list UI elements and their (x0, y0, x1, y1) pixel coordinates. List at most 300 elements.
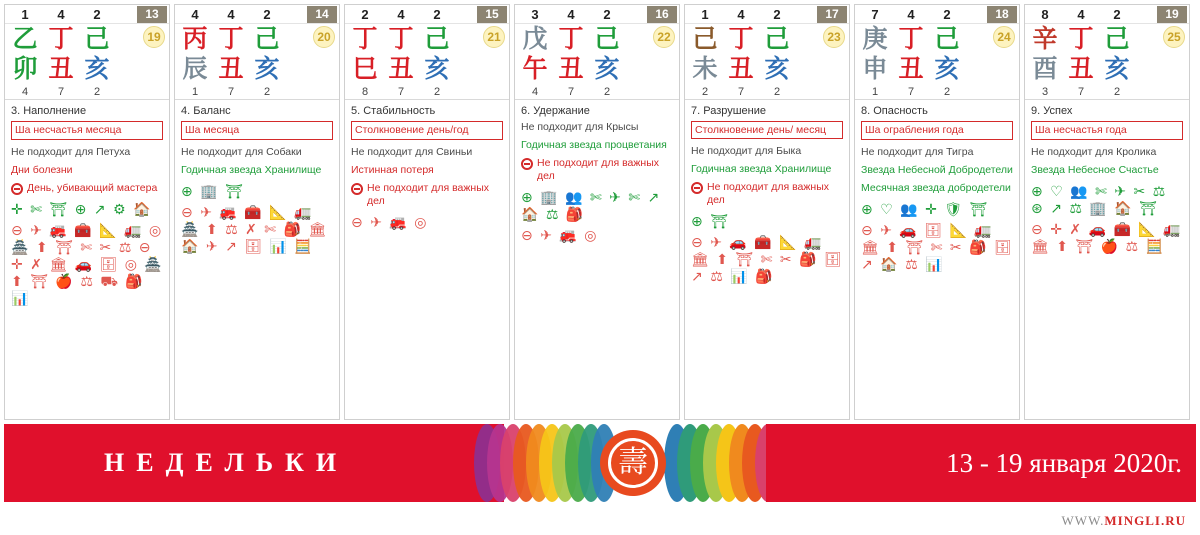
chinese-glyph: 丁 (1068, 24, 1094, 53)
activity-icon: ⊕ (691, 214, 704, 230)
chinese-glyph: 巳 (352, 54, 378, 83)
minus-circle-icon (691, 182, 703, 194)
unsuitable-animal-note: Не подходит для Собаки (181, 146, 302, 158)
auspicious-activity-icons (685, 212, 849, 233)
activity-icon: 🚗 (1088, 222, 1107, 238)
top-number: 4 (191, 6, 199, 22)
chinese-glyph: 亥 (84, 54, 110, 83)
auspicious-activity-icons (1025, 182, 1189, 220)
activity-icon: 🍎 (1100, 239, 1120, 255)
activity-icon: 🧰 (74, 223, 93, 239)
activity-icon: 🏠 (521, 207, 540, 223)
top-number: 1 (701, 6, 709, 22)
day-number-badge: 19 (1157, 6, 1187, 23)
top-number: 2 (773, 6, 781, 22)
activity-icon: ⚖ (1069, 201, 1083, 217)
activity-icon: ✗ (1069, 222, 1083, 238)
activity-icon: ♡ (1050, 184, 1064, 200)
card-bottom-numbers (685, 84, 849, 100)
activity-icon: ⛩ (969, 202, 989, 218)
activity-icon: 📐 (779, 235, 798, 251)
unsuitable-animal-note: Не подходит для Петуха (11, 146, 131, 158)
card-top-numbers (345, 5, 509, 24)
bottom-number: 7 (907, 85, 915, 98)
bottom-number: 7 (397, 85, 405, 98)
activity-icon: 🚛 (294, 205, 313, 221)
chinese-glyph: 丁 (352, 24, 378, 53)
auspicious-activity-icons (175, 182, 339, 203)
unsuitable-animal-note: Не подходит для Свиньи (351, 146, 473, 158)
activity-icon: 📊 (269, 239, 288, 255)
bullet-note (515, 157, 679, 188)
card-bottom-numbers (515, 84, 679, 100)
activity-icon: ✈ (30, 223, 43, 239)
chinese-glyph: 午 (522, 54, 548, 83)
day-number-badge: 14 (307, 6, 337, 23)
chinese-glyph: 亥 (594, 54, 620, 83)
card-title: 4. Баланс (181, 105, 231, 117)
activity-icon: 🧮 (1145, 239, 1164, 255)
activity-icon: ✗ (245, 222, 258, 238)
top-number: 8 (1041, 6, 1049, 22)
activity-icon: ✈ (609, 190, 622, 206)
activity-icon: 🏛 (49, 257, 69, 273)
chinese-glyph: 丑 (48, 54, 74, 83)
sha-warning-box: Ша ограбления года (861, 121, 1013, 140)
chinese-glyph: 己 (934, 24, 960, 53)
auspicious-activity-icons (855, 200, 1019, 221)
activity-icon: ✛ (11, 257, 24, 273)
card-top-numbers (1025, 5, 1189, 24)
inauspicious-activity-icons (515, 226, 679, 247)
activity-icon: 🗄 (993, 240, 1013, 256)
activity-icon: 🧰 (1113, 222, 1132, 238)
lunar-day-circle: 22 (653, 26, 675, 48)
activity-icon: 📊 (730, 269, 749, 285)
minus-circle-icon (351, 183, 363, 195)
chinese-glyph: 丑 (728, 54, 754, 83)
red-warning-note: Истинная потеря (351, 164, 434, 176)
activity-icon: ✈ (205, 239, 219, 255)
bottom-number: 2 (701, 85, 709, 98)
site-footer (1062, 513, 1186, 529)
card-title: 3. Наполнение (11, 105, 87, 117)
unsuitable-animal-note: Не подходит для Тигра (861, 146, 974, 158)
banner-date-range: 13 - 19 января 2020г. (766, 424, 1196, 502)
earthly-branch-row (5, 54, 169, 84)
activity-icon: 🏛 (861, 240, 880, 256)
activity-icon: 🎒 (969, 240, 988, 256)
activity-icon: ⛩ (30, 274, 49, 290)
earthly-branch-row (345, 54, 509, 84)
chinese-glyph: 丁 (388, 24, 414, 53)
chinese-glyph: 己 (254, 24, 280, 53)
chinese-glyph: 亥 (254, 54, 280, 83)
day-card[interactable] (4, 4, 170, 420)
activity-icon: 🏠 (1114, 201, 1133, 217)
lunar-day-circle: 21 (483, 26, 505, 48)
chinese-glyph: 丑 (388, 54, 414, 83)
top-number: 2 (361, 6, 369, 22)
unsuitable-animal-note: Не подходит для Быка (691, 145, 802, 157)
bottom-number: 2 (93, 85, 101, 98)
day-card[interactable] (344, 4, 510, 420)
bottom-number: 2 (943, 85, 951, 98)
chinese-glyph: 辰 (182, 54, 208, 83)
activity-icon: 🎒 (283, 222, 302, 238)
card-top-numbers (685, 5, 849, 24)
activity-icon: 🏠 (181, 239, 200, 255)
activity-icon: ✄ (1095, 184, 1108, 200)
lunar-day-circle: 24 (993, 26, 1015, 48)
bottom-number: 2 (263, 85, 271, 98)
activity-icon: 🏛 (308, 222, 328, 238)
activity-icon: ✛ (925, 202, 938, 218)
activity-icon: ⛩ (710, 214, 729, 230)
activity-icon: ⚖ (545, 207, 560, 223)
activity-icon: ⚖ (1152, 184, 1167, 200)
activity-icon: ✂ (99, 240, 113, 256)
activity-icon: ⊖ (521, 228, 534, 244)
bottom-number: 2 (773, 85, 781, 98)
activity-icon: 🏯 (144, 257, 163, 273)
earthly-branch-row (175, 54, 339, 84)
bottom-number: 7 (737, 85, 745, 98)
activity-icon: 🏯 (11, 240, 30, 256)
activity-icon: ⊖ (11, 223, 24, 239)
unsuitable-animal-note: Не подходит для Кролика (1031, 146, 1157, 158)
activity-icon: ♡ (880, 202, 894, 218)
activity-icon: ⚖ (80, 274, 94, 290)
activity-icon: ⛩ (49, 202, 69, 218)
card-title: 7. Разрушение (691, 105, 767, 117)
activity-icon: ✂ (949, 240, 963, 256)
bottom-number: 7 (57, 85, 65, 98)
red-warning-note: Дни болезни (11, 164, 73, 176)
bullet-text: Не подходит для важных дел (537, 157, 659, 182)
activity-icon: 🚗 (899, 223, 918, 239)
earthly-branch-row (855, 54, 1019, 84)
top-number: 2 (433, 6, 441, 22)
inauspicious-activity-icons (175, 203, 339, 258)
activity-icon: ↗ (647, 190, 661, 206)
chinese-glyph: 未 (692, 54, 718, 83)
earthly-branch-row (685, 54, 849, 84)
activity-icon: ⛩ (55, 240, 74, 256)
activity-icon: 🗄 (244, 239, 264, 255)
auspicious-activity-icons (515, 188, 679, 226)
activity-icon: 🛡 (944, 202, 964, 218)
activity-icon: ⊕ (181, 184, 194, 200)
activity-icon: ⊖ (138, 240, 152, 256)
banner-title: НЕДЕЛЬКИ (104, 448, 349, 477)
auspicious-star-note: Годичная звезда Хранилище (181, 164, 322, 176)
minus-circle-icon (11, 183, 23, 195)
top-number: 2 (603, 6, 611, 22)
activity-icon: ⬆ (35, 240, 49, 256)
inauspicious-activity-icons (1025, 220, 1189, 258)
chinese-glyph: 己 (1104, 24, 1130, 53)
activity-icon: 👥 (1070, 184, 1089, 200)
activity-icon: ✄ (628, 190, 642, 206)
top-number: 1 (21, 6, 29, 22)
top-number: 2 (943, 6, 951, 22)
heavenly-stem-row (515, 24, 679, 54)
card-bottom-numbers (1025, 84, 1189, 100)
sha-warning-box: Столкновение день/год (351, 121, 503, 140)
bullet-note (345, 182, 509, 213)
activity-icon: ◎ (124, 257, 138, 273)
inauspicious-activity-icons (685, 233, 849, 288)
activity-icon: ⚖ (118, 240, 133, 256)
chinese-glyph: 丑 (898, 54, 924, 83)
activity-icon: ⬆ (886, 240, 899, 256)
chinese-glyph: 丁 (218, 24, 244, 53)
activity-icon: 🚒 (49, 223, 68, 239)
activity-icon: ⚖ (710, 269, 724, 285)
card-top-numbers (855, 5, 1019, 24)
activity-icon: ⚖ (905, 257, 919, 273)
activity-icon: 🎒 (755, 269, 774, 285)
activity-icon: ⊖ (1031, 222, 1044, 238)
lunar-day-circle: 23 (823, 26, 845, 48)
activity-icon: ⚙ (112, 202, 127, 218)
top-number: 4 (227, 6, 235, 22)
card-bottom-numbers (855, 84, 1019, 100)
chinese-glyph: 亥 (424, 54, 450, 83)
chinese-glyph: 申 (862, 54, 888, 83)
activity-icon: ↗ (861, 257, 874, 273)
activity-icon: ⛩ (735, 252, 755, 268)
activity-icon: ⊕ (1031, 184, 1044, 200)
heavenly-stem-row (345, 24, 509, 54)
chinese-glyph: 己 (594, 24, 620, 53)
card-title: 8. Опасность (861, 105, 928, 117)
activity-icon: 🏯 (181, 222, 200, 238)
bottom-number: 2 (433, 85, 441, 98)
activity-icon: ✄ (760, 252, 774, 268)
activity-icon: ✗ (30, 257, 43, 273)
top-number: 2 (93, 6, 101, 22)
chinese-glyph: 丁 (898, 24, 924, 53)
bullet-text: День, убивающий мастера (27, 182, 158, 194)
activity-icon: 📐 (99, 223, 118, 239)
day-number-badge: 16 (647, 6, 677, 23)
activity-icon: 🍎 (55, 274, 74, 290)
activity-icon: ⬆ (205, 222, 219, 238)
activity-icon: ✛ (1050, 222, 1063, 238)
activity-icon: ⊖ (181, 205, 194, 221)
activity-icon: ✈ (370, 215, 383, 231)
day-card[interactable] (1024, 4, 1190, 420)
activity-icon: ✄ (930, 240, 944, 256)
bottom-number: 7 (227, 85, 235, 98)
unsuitable-animal-note: Не подходит для Крысы (521, 121, 639, 133)
day-card[interactable] (854, 4, 1020, 420)
chinese-glyph: 丑 (218, 54, 244, 83)
chinese-glyph: 己 (692, 24, 718, 53)
heavenly-stem-row (175, 24, 339, 54)
day-number-badge: 15 (477, 6, 507, 23)
activity-icon: ⊕ (74, 202, 88, 218)
activity-icon: 🏢 (200, 184, 219, 200)
top-number: 3 (531, 6, 539, 22)
chinese-glyph: 亥 (934, 54, 960, 83)
bottom-number: 7 (1077, 85, 1085, 98)
sha-warning-box: Ша месяца (181, 121, 333, 140)
activity-icon: ✈ (880, 223, 893, 239)
activity-icon: 🚒 (389, 215, 408, 231)
activity-icon: 🎒 (565, 207, 585, 223)
activity-icon: ✂ (1133, 184, 1147, 200)
activity-icon: 🏠 (880, 257, 899, 273)
activity-icon: 🧮 (294, 239, 313, 255)
activity-icon: 🚗 (74, 257, 94, 273)
activity-icon: ⚖ (225, 222, 239, 238)
banner-left-block (4, 424, 504, 502)
card-title: 5. Стабильность (351, 105, 436, 117)
inauspicious-activity-icons (345, 213, 509, 234)
day-number-badge: 13 (137, 6, 167, 23)
activity-icon: ⊛ (1031, 201, 1044, 217)
card-title: 9. Успех (1031, 105, 1073, 117)
heavenly-stem-row (855, 24, 1019, 54)
bullet-text: Не подходит для важных дел (367, 182, 489, 207)
activity-icon: ↗ (225, 239, 238, 255)
sha-warning-box: Столкновение день/ месяц (691, 121, 843, 139)
inauspicious-activity-icons (5, 221, 169, 310)
day-card[interactable] (684, 4, 850, 420)
activity-icon: ↗ (93, 202, 107, 218)
earthly-branch-row (515, 54, 679, 84)
auspicious-activity-icons (5, 200, 169, 221)
chinese-glyph: 己 (424, 24, 450, 53)
bottom-number: 4 (531, 85, 539, 98)
activity-icon: 🚛 (1163, 222, 1182, 238)
activity-icon: 🚗 (729, 235, 748, 251)
activity-icon: ✈ (540, 228, 553, 244)
bottom-number: 1 (191, 85, 199, 98)
activity-icon: ✄ (80, 240, 94, 256)
activity-icon: ✈ (200, 205, 213, 221)
bullet-note (5, 182, 169, 200)
bottom-number: 4 (21, 85, 29, 98)
activity-icon: 🏛 (1031, 239, 1050, 255)
bottom-number: 1 (871, 85, 879, 98)
activity-icon: ✄ (589, 190, 603, 206)
footer-www: WWW. (1061, 513, 1105, 528)
activity-icon: 📊 (11, 291, 30, 307)
bottom-number: 2 (1113, 85, 1121, 98)
top-number: 2 (1113, 6, 1121, 22)
bottom-number: 3 (1041, 85, 1049, 98)
activity-icon: 📐 (949, 223, 968, 239)
chinese-glyph: 酉 (1032, 54, 1058, 83)
activity-icon: ⊕ (861, 202, 874, 218)
card-top-numbers (515, 5, 679, 24)
heavenly-stem-row (685, 24, 849, 54)
chinese-glyph: 亥 (764, 54, 790, 83)
activity-icon: ⬆ (11, 274, 24, 290)
earthly-branch-row (1025, 54, 1189, 84)
activity-icon: ⊖ (691, 235, 704, 251)
auspicious-star-note: Годичная звезда процветания (521, 139, 667, 151)
chinese-glyph: 己 (764, 24, 790, 53)
chinese-glyph: 丑 (558, 54, 584, 83)
footer-domain: MINGLI (1104, 513, 1161, 528)
day-number-badge: 18 (987, 6, 1017, 23)
activity-icon: 🗄 (924, 223, 944, 239)
activity-icon: ◎ (414, 215, 428, 231)
bottom-number: 7 (567, 85, 575, 98)
activity-icon: ⬆ (1056, 239, 1069, 255)
sha-warning-box: Ша несчастья года (1031, 121, 1183, 140)
top-number: 2 (263, 6, 271, 22)
top-number: 4 (907, 6, 915, 22)
card-bottom-numbers (5, 84, 169, 100)
bottom-number: 8 (361, 85, 369, 98)
activity-icon: ✄ (264, 222, 278, 238)
activity-icon: ✄ (30, 202, 43, 218)
lunar-day-circle: 20 (313, 26, 335, 48)
activity-icon: 📐 (269, 205, 288, 221)
day-number-badge: 17 (817, 6, 847, 23)
bottom-banner (4, 424, 1196, 502)
day-card[interactable] (174, 4, 340, 420)
activity-icon: ✈ (710, 235, 723, 251)
footer-tld: .RU (1160, 513, 1186, 528)
minus-circle-icon (521, 158, 533, 170)
inauspicious-activity-icons (855, 221, 1019, 276)
activity-icon: 🏢 (1089, 201, 1108, 217)
activity-icon: 🎒 (799, 252, 818, 268)
chinese-glyph: 丑 (1068, 54, 1094, 83)
longevity-glyph: 壽 (608, 438, 658, 488)
auspicious-star-note: Звезда Небесное Счастье (1031, 164, 1159, 176)
bullet-text: Не подходит для важных дел (707, 181, 829, 206)
top-number: 7 (871, 6, 879, 22)
activity-icon: 📐 (1138, 222, 1157, 238)
top-number: 4 (737, 6, 745, 22)
top-number: 4 (397, 6, 405, 22)
activity-icon: ↗ (1050, 201, 1063, 217)
chinese-glyph: 辛 (1032, 24, 1058, 53)
card-title: 6. Удержание (521, 105, 590, 117)
auspicious-star-note: Звезда Небесной Добродетели (861, 164, 1013, 176)
activity-icon: 📊 (925, 257, 944, 273)
activity-icon: 🚒 (559, 228, 578, 244)
activity-icon: 🧰 (244, 205, 263, 221)
activity-icon: 🏛 (691, 252, 710, 268)
auspicious-star-note: Годичная звезда Хранилище (691, 163, 832, 175)
day-card[interactable] (514, 4, 680, 420)
activity-icon: 🧰 (754, 235, 773, 251)
bottom-number: 2 (603, 85, 611, 98)
lunar-day-circle: 19 (143, 26, 165, 48)
activity-icon: ◎ (584, 228, 598, 244)
day-cards-row (4, 4, 1196, 420)
chinese-glyph: 乙 (12, 24, 38, 53)
card-bottom-numbers (345, 84, 509, 100)
activity-icon: ⊖ (351, 215, 364, 231)
activity-icon: ✂ (779, 252, 793, 268)
chinese-glyph: 亥 (1104, 54, 1130, 83)
activity-icon: 👥 (900, 202, 919, 218)
activity-icon: 🚒 (219, 205, 238, 221)
chinese-glyph: 丁 (728, 24, 754, 53)
heavenly-stem-row (1025, 24, 1189, 54)
activity-icon: 🚛 (124, 223, 143, 239)
